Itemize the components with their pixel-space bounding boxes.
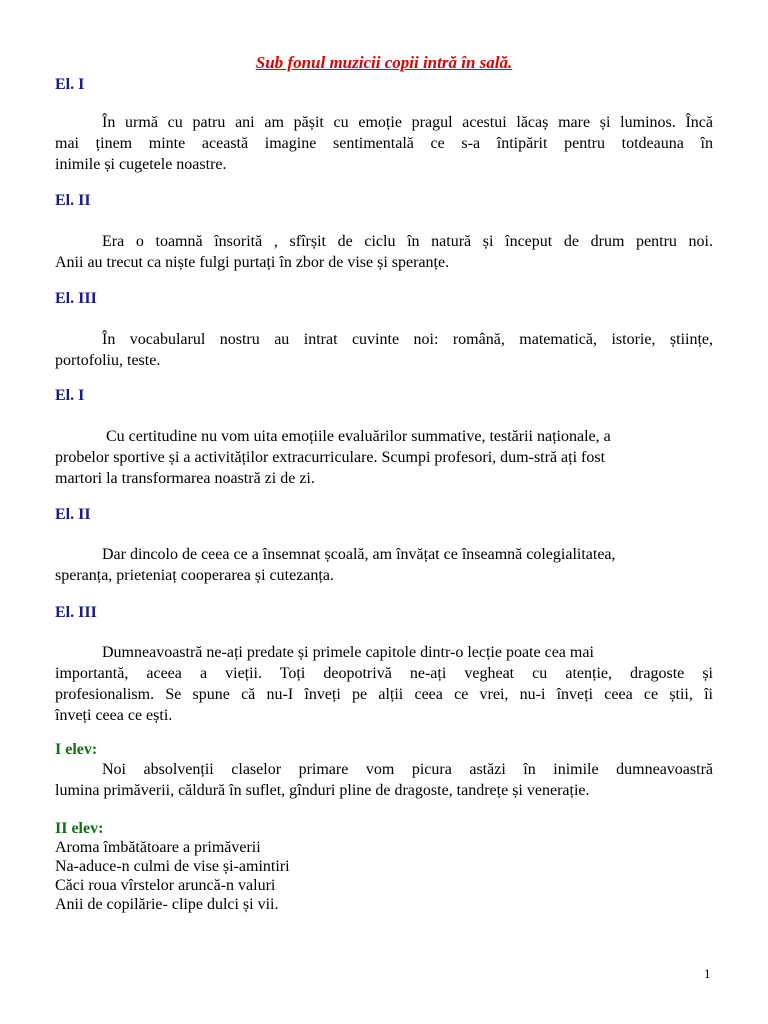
speaker-label: El. II: [55, 192, 91, 209]
text-line: mai ținem minte această imagine sentimentală ce s-a întipărit pentru totdeauna în: [55, 135, 713, 152]
speaker-label: El. II: [55, 506, 91, 523]
poem-line: Aroma îmbătătoare a primăverii: [55, 839, 261, 856]
paragraph: [55, 329, 713, 371]
speaker-label: El. I: [55, 387, 85, 404]
page-number: 1: [704, 966, 711, 981]
text-line: Dar dincolo de ceea ce a însemnat școală, am învățat ce înseamnă colegialitatea,: [102, 546, 616, 563]
text-line: importantă, aceea a vieții. Toți deopotrivă ne-ați vegheat cu atenție, dragoste și: [55, 665, 713, 682]
paragraph: [55, 112, 713, 175]
text-line: probelor sportive și a activităților extracurriculare. Scumpi profesori, dum-stră ați fost: [55, 449, 606, 466]
text-line: înveți ceea ce ești.: [55, 707, 173, 724]
page-title: Sub fonul muzicii copii intră în sală.: [255, 53, 513, 72]
speaker-label: II elev:: [55, 820, 104, 837]
speaker-label: El. III: [55, 290, 97, 307]
text-line: martori la transformarea noastră zi de zi.: [55, 470, 315, 487]
text-line: Dumneavoastră ne-ați predate și primele capitole dintr-o lecție poate cea mai: [102, 644, 594, 661]
text-line: portofoliu, teste.: [55, 352, 161, 369]
text-line: Anii au trecut ca niște fulgi purtați în zbor de vise și speranțe.: [55, 254, 450, 271]
text-line: În urmă cu patru ani am pășit cu emoție pragul acestui lăcaș mare și luminos. Încă: [102, 114, 713, 131]
paragraph: [55, 231, 713, 273]
paragraph: [55, 759, 713, 801]
speaker-label: El. I: [55, 76, 85, 93]
text-line: În vocabularul nostru au intrat cuvinte noi: română, matematică, istorie, științe,: [102, 331, 713, 348]
poem-line: Anii de copilărie- clipe dulci și vii.: [55, 896, 279, 913]
poem-line: Căci roua vîrstelor aruncă-n valuri: [55, 877, 276, 894]
text-line: inimile și cugetele noastre.: [55, 156, 227, 173]
text-line: Cu certitudine nu vom uita emoțiile evaluărilor summative, testării naționale, a: [106, 428, 611, 445]
paragraph: [55, 544, 713, 586]
text-line: Noi absolvenții claselor primare vom picura astăzi în inimile dumneavoastră: [102, 761, 713, 778]
text-line: Era o toamnă însorită , sfîrșit de ciclu în natură și început de drum pentru noi.: [102, 233, 713, 250]
text-line: profesionalism. Se spune că nu-I înveți pe alții ceea ce vrei, nu-i înveți ceea ce știi, îi: [55, 686, 713, 703]
speaker-label: I elev:: [55, 741, 98, 758]
paragraph: [55, 426, 713, 489]
poem-line: Na-aduce-n culmi de vise și-amintiri: [55, 858, 290, 875]
paragraph: [55, 642, 713, 726]
speaker-label: El. III: [55, 604, 97, 621]
poem-stanza: [55, 838, 290, 914]
text-line: speranța, prieteniaț cooperarea și cutezanța.: [55, 567, 334, 584]
text-line: lumina primăverii, căldură în suflet, gînduri pline de dragoste, tandrețe și venerație.: [55, 782, 590, 799]
